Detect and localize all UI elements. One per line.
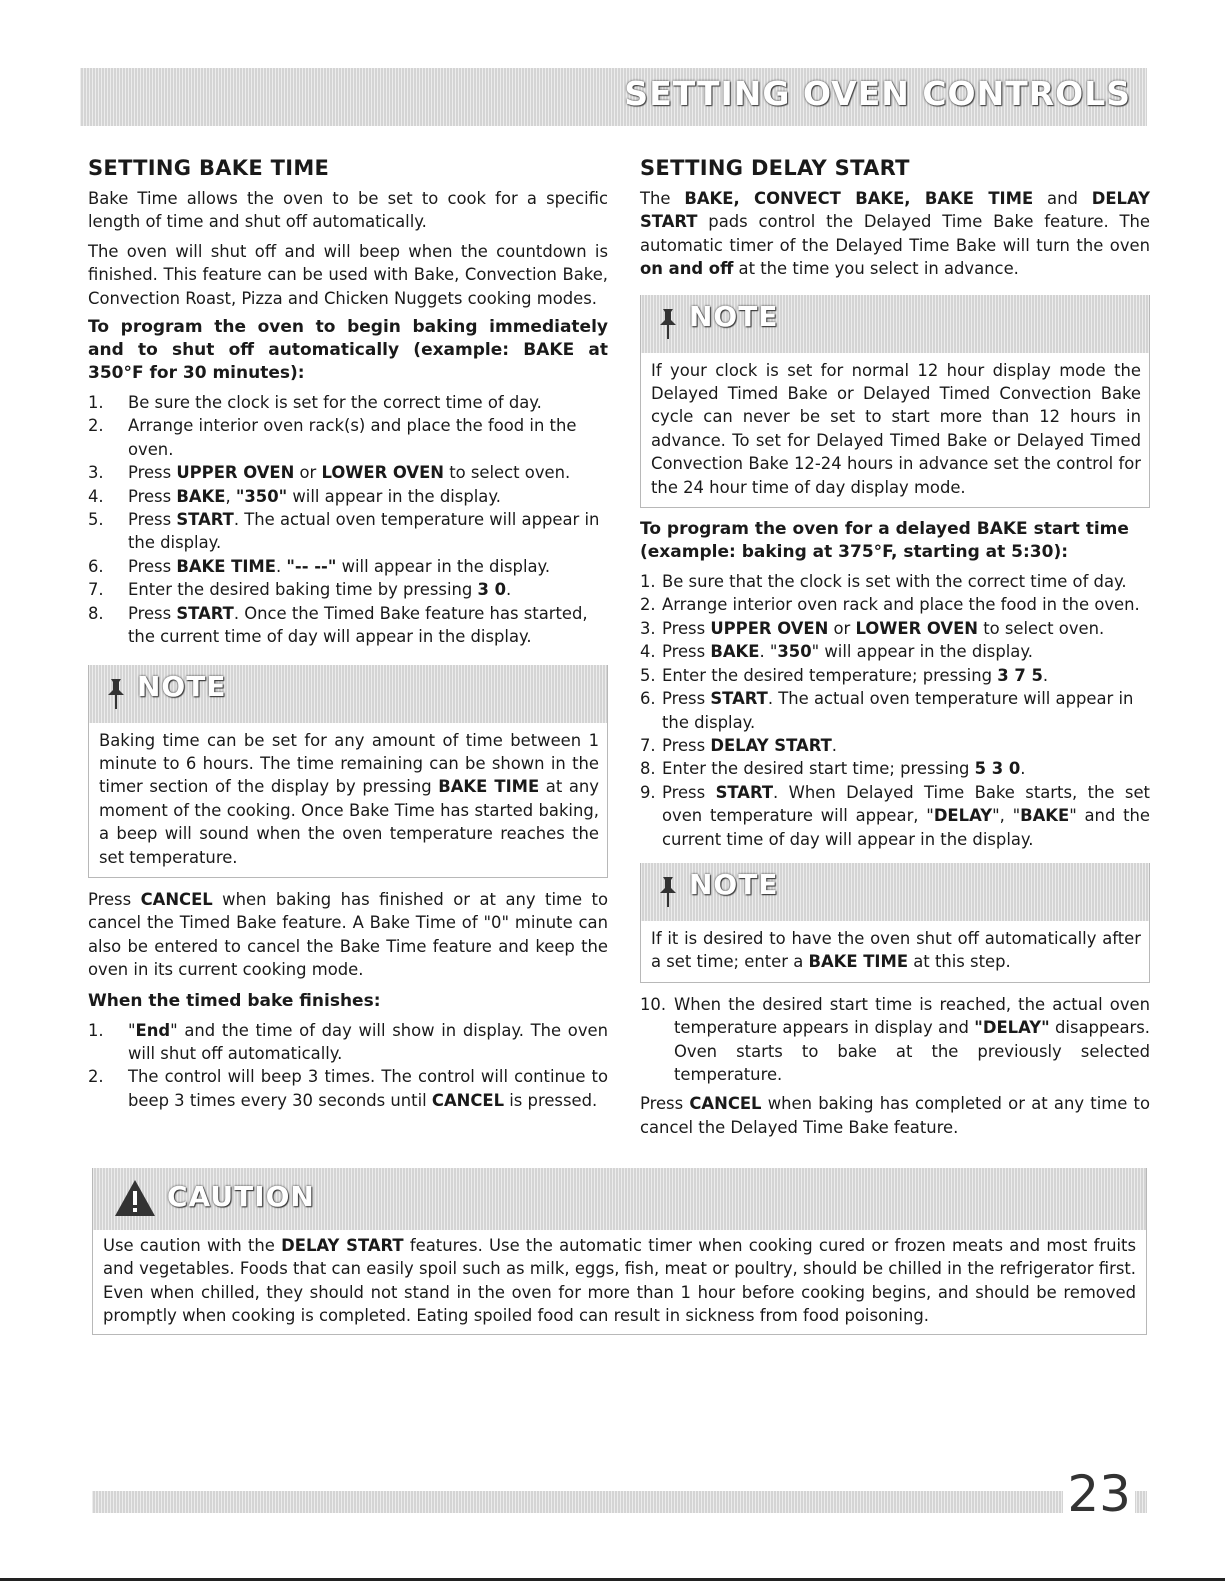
list-item: 6. Press START. The actual oven temperature will appear in the display.: [640, 689, 1134, 732]
note-header: [641, 295, 1149, 353]
header-band: [80, 68, 1147, 126]
list-item: 4. Press BAKE, "350" will appear in the display.: [88, 486, 501, 506]
caution-text: Use caution with the DELAY START features. Use the automatic timer when cooking cured or frozen meats and most fruits and vegetables. Foods that can easily spoil such as milk, eggs, fish, meat or poultry, should be chilled in the refrigerator first. Even when chilled, they should not stand in the oven for more than 1 hour before cooking begins, and should be removed promptly when cooking is completed. Eating spoiled food can result in sickness from food poisoning.: [103, 1236, 1136, 1326]
right-column: [640, 155, 1150, 1145]
note-label: NOTE: [689, 867, 779, 901]
footer-band: [92, 1491, 1147, 1513]
page-title: SETTING OVEN CONTROLS: [624, 74, 1131, 113]
caution-header: [93, 1168, 1146, 1230]
note-header: [641, 863, 1149, 921]
list-item: 4. Press BAKE. "350" will appear in the display.: [640, 642, 1033, 662]
subheading: When the timed bake finishes:: [88, 990, 381, 1011]
section-title-bake-time: SETTING BAKE TIME: [88, 156, 330, 180]
steps-list: [88, 391, 608, 648]
list-item: 7. Press DELAY START.: [640, 735, 837, 755]
list-item: 1. Be sure the clock is set for the correct time of day.: [88, 393, 542, 413]
pushpin-icon: [105, 677, 127, 711]
paragraph: The oven will shut off and will beep when the countdown is finished. This feature can be used with Bake, Convection Bake, Convection Roast, Pizza and Chicken Nuggets cooking modes.: [88, 241, 608, 308]
note-box: [640, 863, 1150, 983]
note-text: If your clock is set for normal 12 hour display mode the Delayed Timed Bake or Delayed Timed Convection Bake cycle can never be set to start more than 12 hours in advance. To set for Delayed Timed Bake or Delayed Timed Convection Bake 12-24 hours in advance set the control for the 24 hour time of day display mode.: [651, 360, 1141, 497]
pushpin-icon: [657, 875, 679, 909]
list-item: 1. Be sure that the clock is set with the correct time of day.: [640, 572, 1127, 592]
paragraph: Bake Time allows the oven to be set to cook for a specific length of time and shut off automatically.: [88, 189, 608, 232]
note-box: [88, 665, 608, 878]
list-item: 1. "End" and the time of day will show in display. The oven will shut off automatically.: [88, 1020, 608, 1063]
note-header: [89, 665, 607, 723]
bottom-rule: [0, 1578, 1225, 1581]
instruction-intro: To program the oven to begin baking immediately and to shut off automatically (example: BAKE at 350°F for 30 minutes):: [88, 317, 608, 384]
list-item: 3. Press UPPER OVEN or LOWER OVEN to select oven.: [88, 463, 571, 483]
steps-list: [640, 993, 1150, 1087]
list-item: 8. Enter the desired start time; pressing 5 3 0.: [640, 759, 1026, 779]
note-label: NOTE: [137, 669, 227, 703]
note-box: [640, 295, 1150, 508]
list-item: 5. Press START. The actual oven temperature will appear in the display.: [88, 510, 600, 553]
note-text: Baking time can be set for any amount of time between 1 minute to 6 hours. The time remaining can be shown in the timer section of the display by pressing BAKE TIME at any moment of the cooking. Once Bake Time has started baking, a beep will sound when the oven temperature reaches the set temperature.: [99, 730, 599, 867]
list-item: 3. Press UPPER OVEN or LOWER OVEN to select oven.: [640, 618, 1105, 638]
page-number: 23: [1063, 1466, 1135, 1522]
pushpin-icon: [657, 307, 679, 341]
list-item: 2. The control will beep 3 times. The control will continue to beep 3 times every 30 seconds until CANCEL is pressed.: [88, 1067, 608, 1110]
list-item: 2. Arrange interior oven rack(s) and place the food in the oven.: [88, 416, 577, 459]
list-item: 5. Enter the desired temperature; pressing 3 7 5.: [640, 665, 1049, 685]
list-item: 6. Press BAKE TIME. "-- --" will appear in the display.: [88, 556, 551, 576]
warning-triangle-icon: [113, 1178, 157, 1218]
list-item: 10. When the desired start time is reached, the actual oven temperature appears in display and "DELAY" disappears. Oven starts to bake at the previously selected temperature.: [640, 994, 1150, 1084]
steps-list: [88, 1019, 608, 1113]
list-item: 2. Arrange interior oven rack and place the food in the oven.: [640, 595, 1140, 615]
instruction-intro: To program the oven for a delayed BAKE start time (example: baking at 375°F, starting at 5:30):: [640, 519, 1129, 563]
steps-list: [640, 570, 1150, 851]
caution-box: [92, 1168, 1147, 1335]
list-item: 9. Press START. When Delayed Time Bake starts, the set oven temperature will appear, "DELAY", "BAKE" and the current time of day will appear in the display.: [640, 782, 1151, 849]
note-text: If it is desired to have the oven shut off automatically after a set time; enter a BAKE TIME at this step.: [651, 928, 1141, 972]
caution-label: CAUTION: [167, 1180, 315, 1213]
section-title-delay-start: SETTING DELAY START: [640, 156, 910, 180]
list-item: 8. Press START. Once the Timed Bake feature has started, the current time of day will appear in the display.: [88, 603, 588, 647]
left-column: [88, 155, 608, 1118]
list-item: 7. Enter the desired baking time by pressing 3 0.: [88, 580, 512, 600]
note-label: NOTE: [689, 299, 779, 333]
paragraph: Press CANCEL when baking has completed or at any time to cancel the Delayed Time Bake feature.: [640, 1094, 1151, 1137]
paragraph: The BAKE, CONVECT BAKE, BAKE TIME and DELAY START pads control the Delayed Time Bake feature. The automatic timer of the Delayed Time Bake will turn the oven on and off at the time you select in advance.: [640, 189, 1150, 279]
paragraph: Press CANCEL when baking has finished or at any time to cancel the Timed Bake feature. A Bake Time of "0" minute can also be entered to cancel the Bake Time feature and keep the oven in its current cooking mode.: [88, 889, 608, 980]
